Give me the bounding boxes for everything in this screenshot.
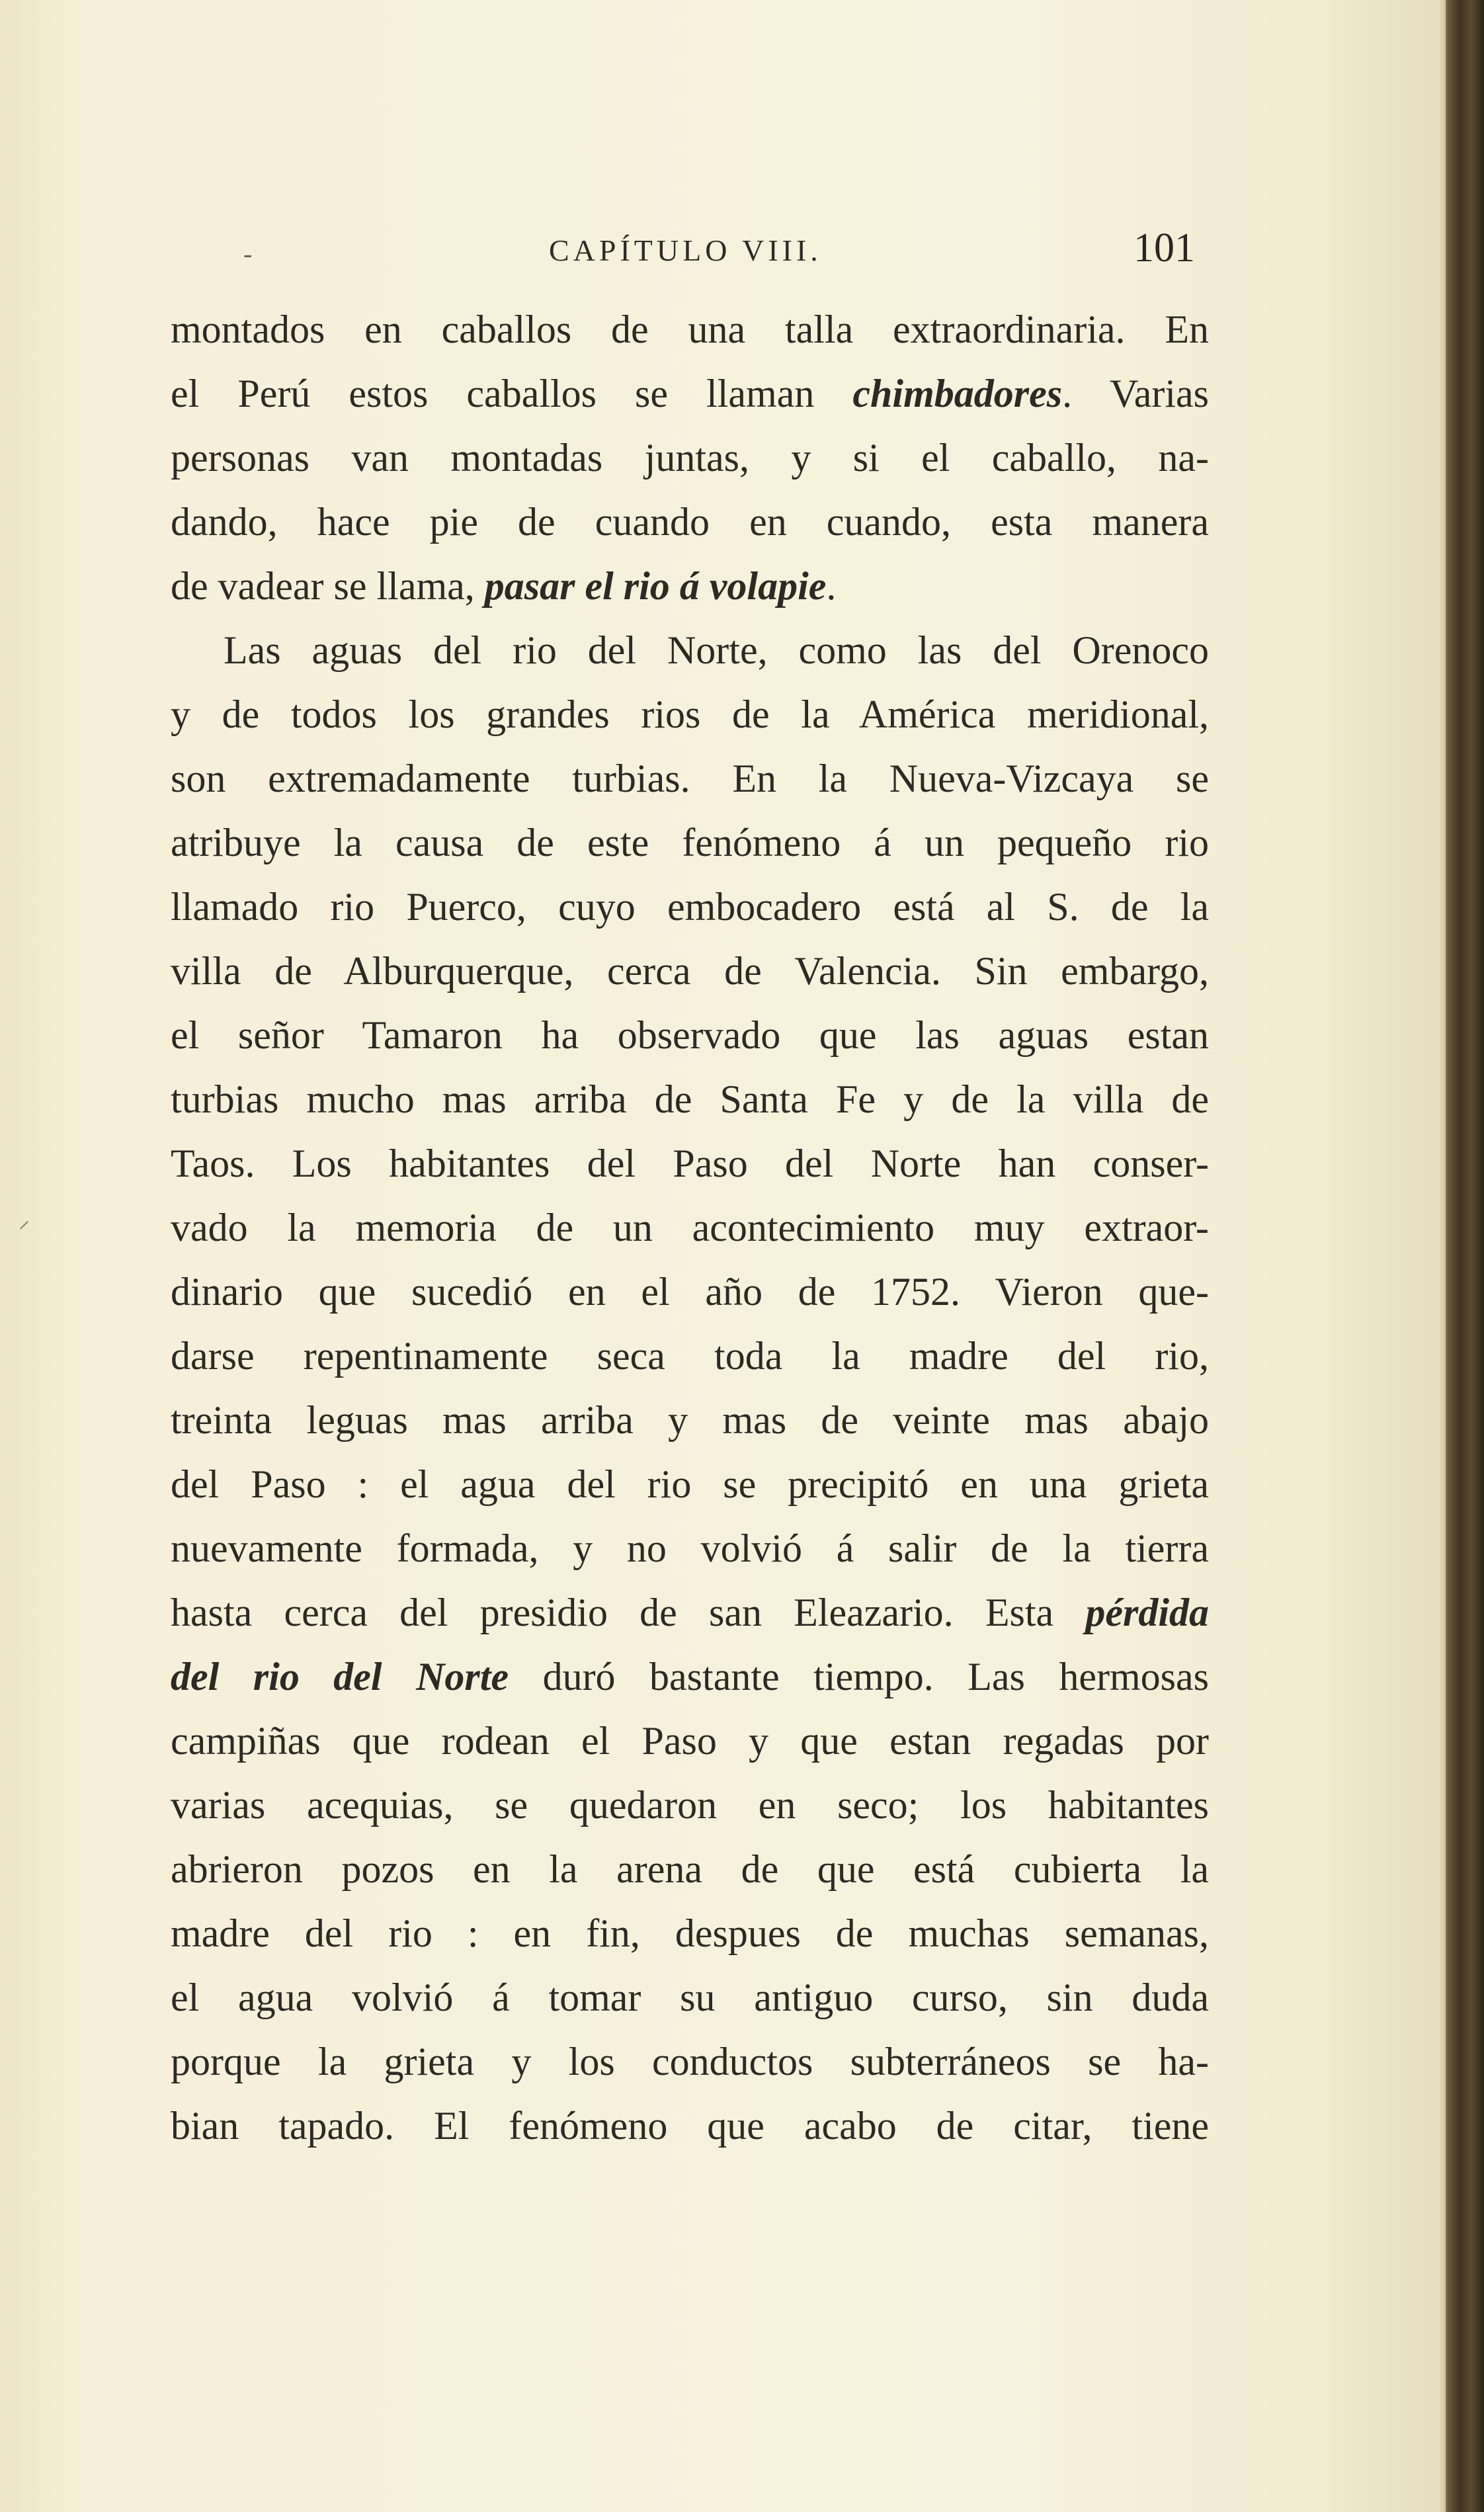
margin-speck: ⸝ — [19, 1208, 30, 1233]
text-line: bian tapado. El fenómeno que acabo de citar, tiene — [171, 2104, 1209, 2148]
body-text — [171, 298, 1209, 2158]
text-line: vado la memoria de un acontecimiento muy extraor- — [171, 1206, 1209, 1249]
page-edge — [1440, 0, 1446, 2512]
text-line: darse repentinamente seca toda la madre del rio, — [171, 1334, 1209, 1378]
running-head — [549, 225, 1210, 284]
text-line: el Perú estos caballos se llaman chimbadores. Varias — [171, 372, 1210, 415]
paragraph-first-line: Las aguas del rio del Norte, como las del Orenoco — [224, 628, 1209, 672]
text-line: del rio del Norte duró bastante tiempo. Las hermosas — [171, 1655, 1209, 1698]
text-line: campiñas que rodean el Paso y que estan regadas por — [171, 1719, 1209, 1763]
page-number: 101 — [1134, 226, 1195, 271]
italic-term: pérdida — [1085, 1591, 1209, 1634]
text-line: villa de Alburquerque, cerca de Valencia. Sin embargo, — [171, 949, 1209, 993]
text-line: Taos. Los habitantes del Paso del Norte han conser- — [171, 1142, 1209, 1185]
header-mark: - — [243, 239, 253, 269]
text-line: y de todos los grandes rios de la América meridional, — [171, 692, 1209, 736]
italic-term: chimbadores — [852, 372, 1063, 415]
book-spine-edge — [1440, 0, 1484, 2512]
text-line: el agua volvió á tomar su antiguo curso, sin duda — [171, 1976, 1209, 2019]
text-line: turbias mucho mas arriba de Santa Fe y de la villa de — [171, 1077, 1209, 1121]
text-line: el señor Tamaron ha observado que las aguas estan — [171, 1013, 1209, 1057]
italic-term: pasar el rio á volapie — [484, 564, 827, 608]
text-line: llamado rio Puerco, cuyo embocadero está al S. de la — [171, 885, 1209, 929]
text-line: madre del rio : en fin, despues de muchas semanas, — [171, 1911, 1209, 1955]
text-line: dando, hace pie de cuando en cuando, esta manera — [171, 500, 1209, 544]
text-line: treinta leguas mas arriba y mas de veinte mas abajo — [171, 1398, 1209, 1442]
text-line: montados en caballos de una talla extraordinaria. En — [171, 308, 1209, 351]
text-line: hasta cerca del presidio de san Eleazario. Esta pérdida — [171, 1591, 1209, 1634]
italic-term: del rio del Norte — [171, 1655, 509, 1698]
text-line: atribuye la causa de este fenómeno á un pequeño rio — [171, 821, 1209, 864]
paragraph-last-line: de vadear se llama, pasar el rio á volapie. — [171, 564, 837, 608]
text-line: varias acequias, se quedaron en seco; los habitantes — [171, 1783, 1209, 1827]
text-line: personas van montadas juntas, y si el caballo, na- — [171, 436, 1209, 480]
text-line: del Paso : el agua del rio se precipitó en una grieta — [171, 1462, 1209, 1506]
text-line: abrieron pozos en la arena de que está cubierta la — [171, 1847, 1209, 1891]
chapter-title: CAPÍTULO VIII. — [549, 233, 822, 267]
text-line: son extremadamente turbias. En la Nueva-Vizcaya se — [171, 757, 1209, 800]
text-line: nuevamente formada, y no volvió á salir de la tierra — [171, 1527, 1209, 1570]
text-line: dinario que sucedió en el año de 1752. Vieron que- — [171, 1270, 1209, 1314]
text-line: porque la grieta y los conductos subterráneos se ha- — [171, 2040, 1209, 2083]
